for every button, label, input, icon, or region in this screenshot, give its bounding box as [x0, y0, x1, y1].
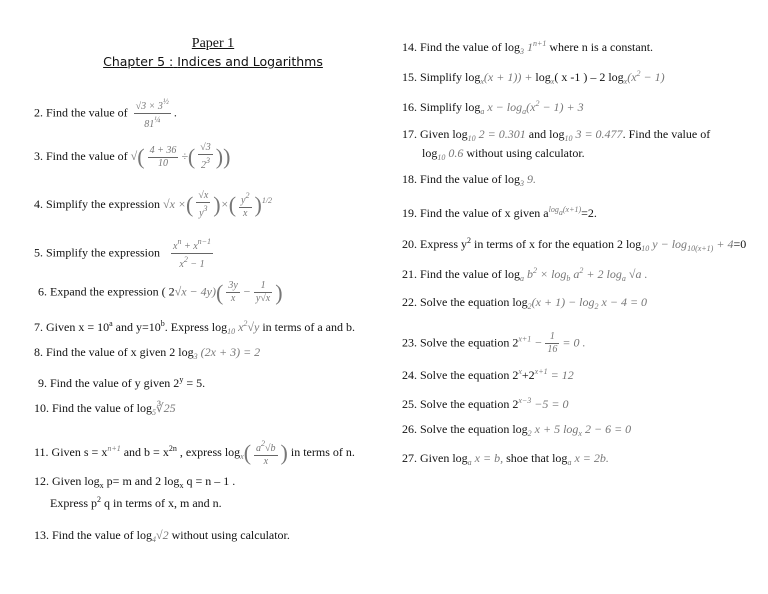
question-8: 8. Find the value of x given 2 $\log_3 (2x + 3) = 2$ [34, 345, 261, 361]
question-10: 10. Find the value of $\log_5∛25$ [34, 401, 176, 417]
question-2: 2. Find the value of $\frac{√3 \times 3^{\frac{1}{2}}}{81^{\frac{1}{4}}}$ . [34, 97, 177, 130]
question-7: 7. Given $x = 10^a$ and $y=10^b$. Express $\log_{10} x^2√y$ in terms of a and b. [34, 319, 355, 336]
question-5: 5. Simplify the expression $\frac{x^n + x^{n-1}}{x^2 - 1}$ [34, 237, 212, 270]
question-24: 24. Solve the equation $2^x+2^{x+1} = 12$ [402, 367, 574, 382]
chapter-title [88, 54, 338, 69]
question-4: 4. Simplify the expression √x ×( $\frac{√x}{y^3}$ )×( $\frac{y^2}{x}$ )$^{1/2}$ [34, 190, 273, 219]
question-23: 23. Solve the equation $2^{x+1}$ − $\frac{1}{16}$ = 0 . [402, 331, 586, 355]
question-14: 14. Find the value of $\log_3 1^{n+1}$ where n is a constant. [402, 39, 654, 56]
question-3: 3. Find the value of √( $\frac{4 + 36}{10}$ ÷( $\frac{√3}{2^3}$ )) [34, 142, 231, 171]
chapter-topic: Indices and Logarithms [177, 54, 323, 69]
question-21: 21. Find the value of $\log_a b^2 \times \log_b a^2 + 2$ $\log_a √a$ . [402, 266, 648, 283]
question-17: 17. Given $\log_{10} 2 = 0.301$ and $\log_{10} 3 = 0.477$. Find the value of $\log_{10} 0.6$ without using calculator. [402, 127, 711, 162]
question-11: 11. Given $s = x^{n+1}$ and $b = x^{2n}$ , express $\log_x$( $\frac{a^2√b}{x}$ ) in terms of n. [34, 439, 355, 467]
question-25: 25. Solve the equation $2^{x-3} -5 = 0$ [402, 396, 569, 411]
question-9: 9. Find the value of y given $2^y = 5$. [38, 375, 206, 390]
question-20: 20. Express $y^2$ in terms of x for the equation 2 $\log_{10} y - \log_{10(x+1)} + 4=0$ [402, 236, 747, 253]
question-18: 18. Find the value of $\log_3 9$. [402, 172, 536, 188]
question-13: 13. Find the value of $\log_4√2$ without using calculator. [34, 528, 290, 544]
paper-title: Paper 1 [191, 36, 235, 51]
question-12: 12. Given $\log_x p= m$ and 2 $\log_x q = n - 1$ . Express $p^2$ q in terms of x, m and n. [34, 474, 236, 510]
question-15: 15. Simplify $\log_x(x + 1)) + \log_x$( x -1 ) – 2 $\log_x(x^2 - 1)$ [402, 69, 665, 86]
question-16: 16. Simplify $\log_a x - \log_a(x^2 - 1) + 3$ [402, 99, 584, 116]
question-22: 22. Solve the equation $\log_2(x + 1) - \log_2 x - 4 = 0$ [402, 295, 648, 311]
chapter-label: Chapter 5 : [103, 54, 174, 69]
question-6: 6. Expand the expression ( 2√x − 4y)( $\frac{3y}{x}$ − $\frac{1}{y√x}$ ) [38, 279, 283, 305]
question-27: 27. Given $\log_a x = b$, shoe that $\log_a x = 2b$. [402, 451, 609, 467]
question-19: 19. Find the value of x given $a^{loga(x+1)}=2$. [402, 205, 597, 220]
formula-fraction: $\frac{√3 \times 3^{\frac{1}{2}}}{81^{\frac{1}{4}}}$ [135, 97, 169, 130]
question-26: 26. Solve the equation $\log_2 x + 5$ $\log_x 2 - 6 = 0$ [402, 422, 632, 438]
